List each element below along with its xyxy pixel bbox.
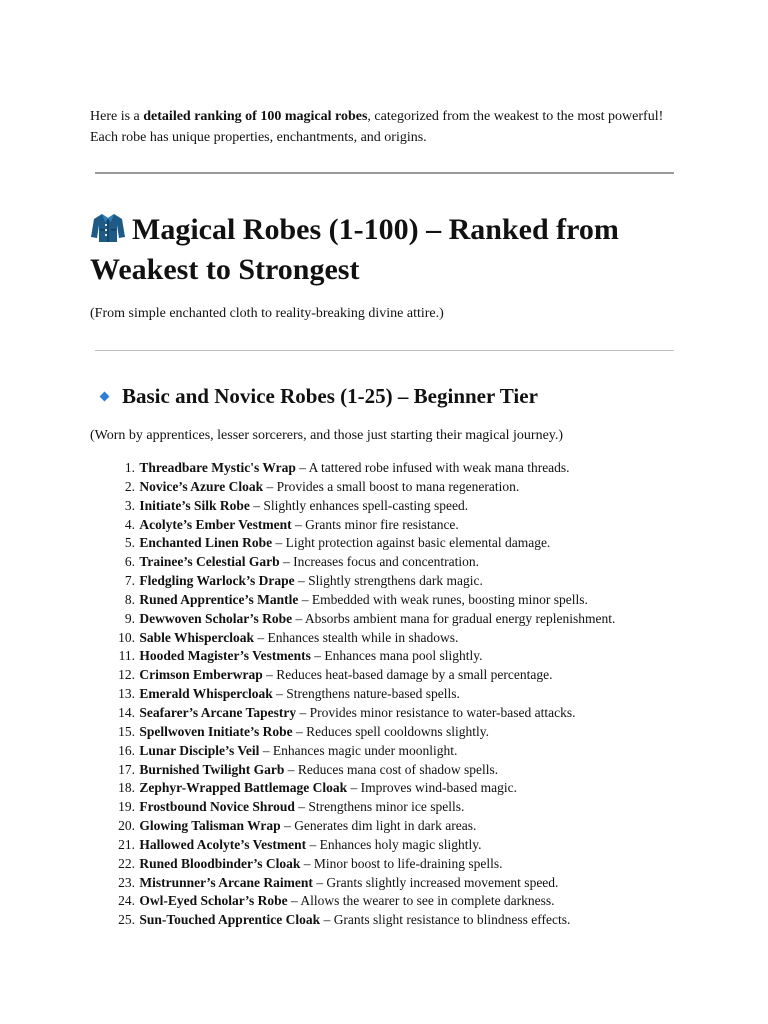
robe-name: Frostbound Novice Shroud <box>139 799 295 815</box>
list-item-number: 15. <box>118 723 135 739</box>
list-item <box>105 874 705 893</box>
robe-description: – Grants slightly increased movement speed. <box>312 874 559 890</box>
list-item-number: 7. <box>124 573 135 589</box>
robe-name: Crimson Emberwrap <box>139 667 263 683</box>
robe-name: Owl-Eyed Scholar’s Robe <box>139 893 288 909</box>
robe-name: Burnished Twilight Garb <box>139 761 285 777</box>
list-item-number: 11. <box>118 648 135 664</box>
list-item-number: 8. <box>124 591 135 607</box>
robe-description: – Minor boost to life-draining spells. <box>300 855 503 871</box>
divider-middle <box>95 350 674 351</box>
diamond-icon <box>100 392 110 402</box>
page-title-text: Magical Robes (1-100) – Ranked from Weakest to Strongest <box>90 213 619 286</box>
list-item <box>105 685 705 704</box>
list-item-number: 4. <box>124 516 135 532</box>
list-item <box>105 836 705 855</box>
page-subtitle: (From simple enchanted cloth to reality-breaking divine attire.) <box>90 306 444 321</box>
list-item-number: 3. <box>124 497 135 513</box>
list-item <box>105 572 705 591</box>
robe-icon <box>90 211 126 243</box>
tier-description: (Worn by apprentices, lesser sorcerers, and those just starting their magical journey.) <box>90 428 564 443</box>
list-item <box>105 892 705 911</box>
list-item <box>105 497 705 516</box>
list-item-number: 19. <box>118 799 135 815</box>
list-item-number: 5. <box>124 535 135 551</box>
list-item <box>105 534 705 553</box>
list-item-number: 12. <box>118 667 135 683</box>
list-item-number: 6. <box>124 554 135 570</box>
robe-description: – Provides minor resistance to water-based attacks. <box>296 704 576 720</box>
robe-name: Enchanted Linen Robe <box>139 535 273 551</box>
robe-description: – Improves wind-based magic. <box>347 780 517 796</box>
robe-name: Acolyte’s Ember Vestment <box>139 516 292 532</box>
list-item-number: 21. <box>118 836 135 852</box>
list-item-number: 22. <box>118 855 135 871</box>
robe-name: Trainee’s Celestial Garb <box>139 554 280 570</box>
list-item <box>105 553 705 572</box>
robe-description: – Enhances magic under moonlight. <box>259 742 458 758</box>
robe-description: – Allows the wearer to see in complete darkness. <box>287 893 555 909</box>
robe-description: – Reduces spell cooldowns slightly. <box>292 723 489 739</box>
robe-description: – Embedded with weak runes, boosting minor spells. <box>298 591 588 607</box>
list-item <box>105 911 705 930</box>
list-item-number: 2. <box>124 478 135 494</box>
robe-description: – Enhances stealth while in shadows. <box>254 629 459 645</box>
robe-description: – Slightly enhances spell-casting speed. <box>249 497 469 513</box>
robe-description: – Grants minor fire resistance. <box>291 516 459 532</box>
robe-description: – Light protection against basic elemental damage. <box>272 535 551 551</box>
robe-description: – Generates dim light in dark areas. <box>280 818 477 834</box>
robe-description: – Absorbs ambient mana for gradual energy replenishment. <box>292 610 616 626</box>
list-item <box>105 798 705 817</box>
list-item-number: 18. <box>118 780 135 796</box>
robe-description: – Increases focus and concentration. <box>279 554 480 570</box>
robe-name: Glowing Talisman Wrap <box>139 818 281 834</box>
robe-name: Hooded Magister’s Vestments <box>139 648 311 664</box>
robe-name: Sun-Touched Apprentice Cloak <box>139 912 321 928</box>
tier-heading-rest: – Beginner Tier <box>392 384 538 408</box>
list-item <box>105 591 705 610</box>
robe-description: – Enhances mana pool slightly. <box>310 648 483 664</box>
robe-name: Fledgling Warlock’s Drape <box>139 573 295 589</box>
list-item <box>105 478 705 497</box>
list-item-number: 20. <box>118 818 135 834</box>
list-item <box>105 666 705 685</box>
robe-name: Hallowed Acolyte’s Vestment <box>139 836 307 852</box>
list-item-number: 14. <box>118 704 135 720</box>
robe-description: – Reduces mana cost of shadow spells. <box>284 761 499 777</box>
robe-name: Zephyr-Wrapped Battlemage Cloak <box>139 780 348 796</box>
list-item <box>105 855 705 874</box>
robe-description: – Slightly strengthens dark magic. <box>294 573 483 589</box>
robe-description: – Strengthens minor ice spells. <box>294 799 465 815</box>
robe-name: Runed Bloodbinder’s Cloak <box>139 855 301 871</box>
robe-name: Initiate’s Silk Robe <box>139 497 250 513</box>
tier-heading <box>98 382 698 410</box>
robe-name: Emerald Whispercloak <box>139 686 273 702</box>
robe-list <box>105 459 705 930</box>
robe-description: – Provides a small boost to mana regeneration. <box>263 478 520 494</box>
robe-name: Sable Whispercloak <box>139 629 255 645</box>
tier-heading-bold: Basic and Novice Robes (1-25) <box>122 384 393 408</box>
robe-description: – Enhances holy magic slightly. <box>306 836 482 852</box>
page-title <box>90 210 690 290</box>
list-item <box>105 761 705 780</box>
list-item <box>105 647 705 666</box>
list-item <box>105 742 705 761</box>
list-item-number: 9. <box>124 610 135 626</box>
list-item <box>105 817 705 836</box>
list-item-number: 23. <box>118 874 135 890</box>
list-item-number: 13. <box>118 686 135 702</box>
list-item-number: 16. <box>118 742 135 758</box>
list-item <box>105 704 705 723</box>
intro-bold: detailed ranking of 100 magical robes <box>143 109 368 124</box>
robe-name: Novice’s Azure Cloak <box>139 478 264 494</box>
robe-name: Seafarer’s Arcane Tapestry <box>139 704 297 720</box>
robe-name: Lunar Disciple’s Veil <box>139 742 260 758</box>
robe-description: – Strengthens nature-based spells. <box>272 686 460 702</box>
robe-description: – Grants slight resistance to blindness effects. <box>320 912 571 928</box>
robe-name: Runed Apprentice’s Mantle <box>139 591 299 607</box>
list-item-number: 1. <box>124 460 135 475</box>
list-item-number: 24. <box>118 893 135 909</box>
list-item-number: 10. <box>118 629 135 645</box>
robe-name: Threadbare Mystic's Wrap <box>139 460 296 475</box>
list-item <box>105 610 705 629</box>
list-item <box>105 459 705 478</box>
robe-description: – A tattered robe infused with weak mana threads. <box>295 460 570 475</box>
robe-name: Dewwoven Scholar’s Robe <box>139 610 293 626</box>
list-item <box>105 516 705 535</box>
robe-description: – Reduces heat-based damage by a small percentage. <box>262 667 553 683</box>
robe-name: Spellwoven Initiate’s Robe <box>139 723 293 739</box>
intro-paragraph <box>90 106 690 148</box>
list-item <box>105 723 705 742</box>
list-item <box>105 779 705 798</box>
intro-suffix: , categorized from the weakest to the most powerful! Each robe has unique properties, enchantments, and origins. <box>90 109 664 145</box>
intro-prefix: Here is a <box>90 109 144 124</box>
list-item-number: 17. <box>118 761 135 777</box>
list-item <box>105 629 705 648</box>
list-item-number: 25. <box>118 912 135 928</box>
divider-top <box>95 172 674 174</box>
robe-name: Mistrunner’s Arcane Raiment <box>139 874 313 890</box>
